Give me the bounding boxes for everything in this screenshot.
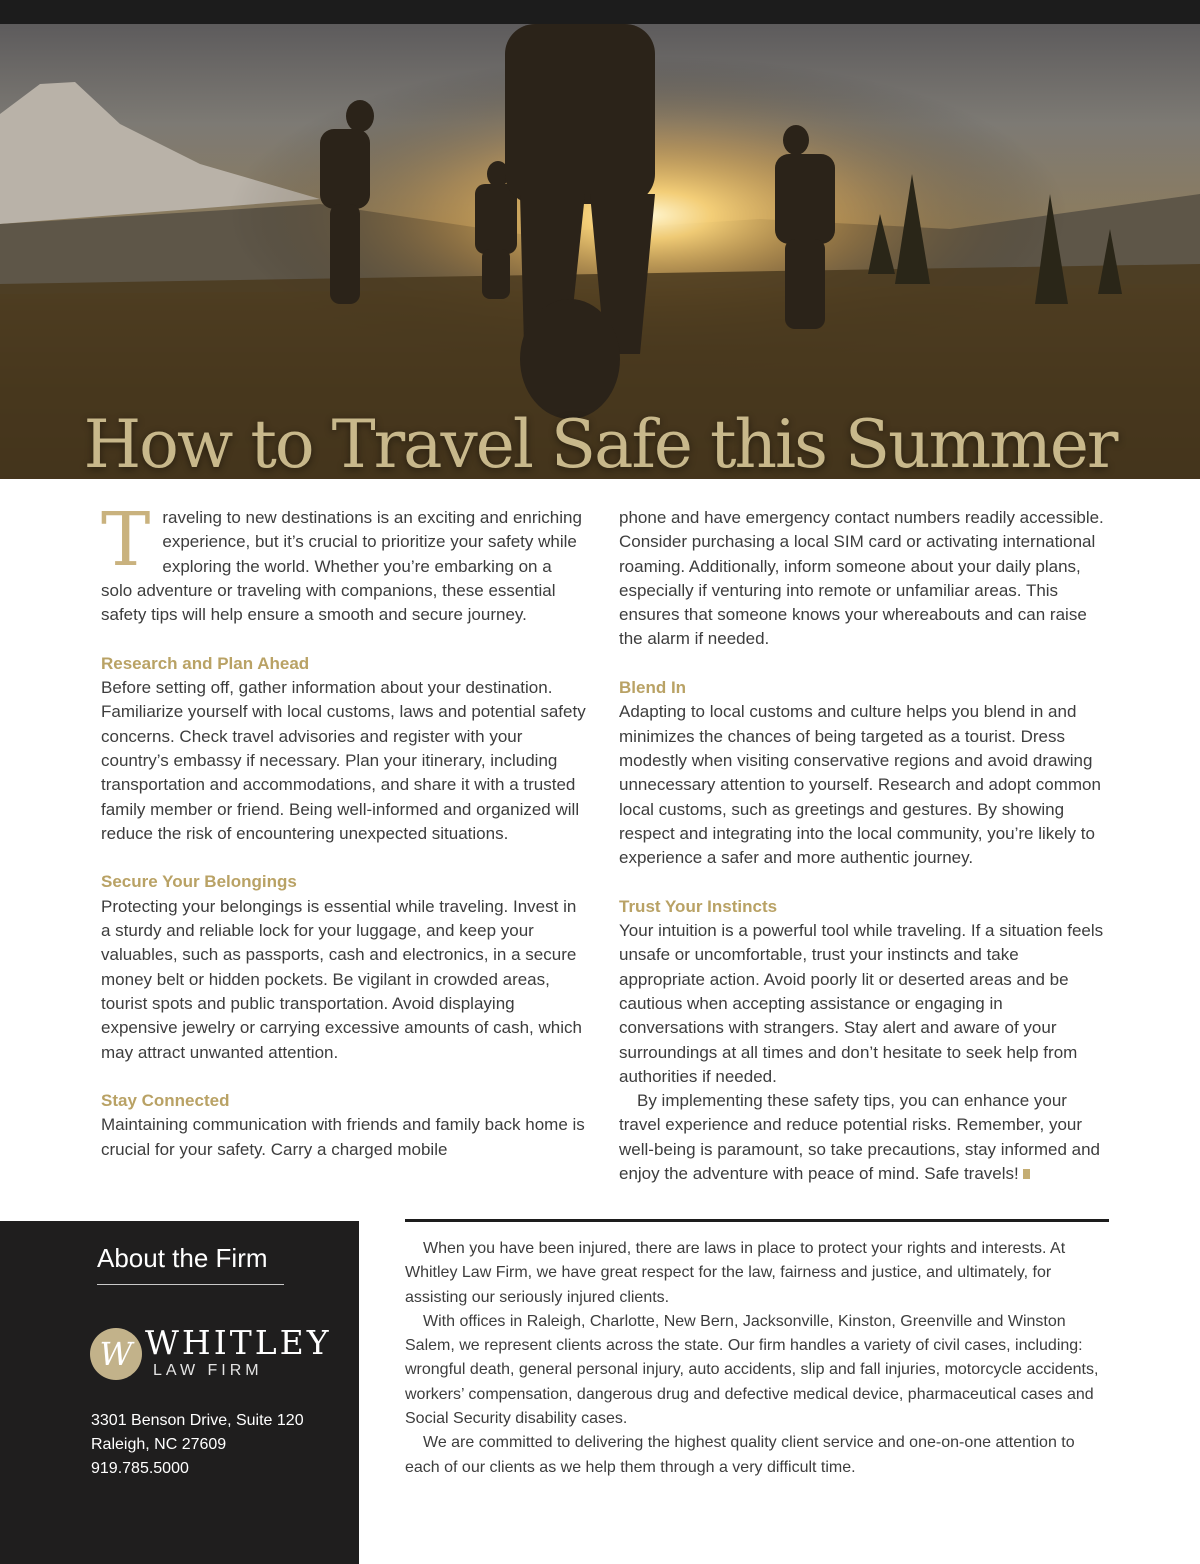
firm-paragraph-2: With offices in Raleigh, Charlotte, New Bern, Jacksonville, Kinston, Greenville and Winston Salem, we represent clients across the state. Our firm handles a variety of civil cases, including: wrongful death, general personal injury, auto accidents, slip and fall injuries, motorcycle accidents, workers’ compensation, dangerous drug and defective medical device, pharmaceutical cases and Social Security disability cases. (405, 1312, 1099, 1428)
body-belongings: Protecting your belongings is essential while traveling. Invest in a sturdy and reliable lock for your luggage, and keep your valuables, such as passports, cash and electronics, in a secure money belt or hidden pockets. Be vigilant in crowded areas, tourist spots and public transportation. Avoid displaying expensive jewelry or carrying excessive amounts of cash, which may attract unwanted attention. (101, 896, 582, 1062)
heading-instincts: Trust Your Instincts (619, 896, 778, 916)
intro-text: raveling to new destinations is an exciting and enriching experience, but it’s crucial to prioritize your safety while exploring the world. Whether you’re embarking on a solo adventure or traveling with companions, these essential safety tips will help ensure a smooth and secure journey. (101, 508, 582, 625)
article-column-left (101, 497, 587, 1162)
firm-address (91, 1409, 304, 1481)
body-blend-in: Adapting to local customs and culture helps you blend in and minimizes the chances of being targeted as a tourist. Dress modestly when visiting conservative regions and avoid drawing unnecessary attention to yourself. Research and adopt common local customs, such as greetings and gestures. By showing respect and integrating into the local community, you’re likely to experience a safer and more authentic journey. (619, 702, 1101, 868)
logo-name: WHITLEY (145, 1323, 332, 1362)
heading-blend-in: Blend In (619, 678, 687, 698)
article-column-right (619, 506, 1105, 1186)
heading-research: Research and Plan Ahead (101, 653, 310, 673)
end-mark-icon (1023, 1169, 1030, 1179)
body-instincts: Your intuition is a powerful tool while traveling. If a situation feels unsafe or uncomfortable, trust your instincts and take appropriate action. Avoid poorly lit or deserted areas and be cautious when accepting assistance or engaging in conversations with strangers. Stay alert and aware of your surroundings at all times and don’t hesitate to seek help from authorities if needed. (619, 921, 1104, 1086)
address-line-2: Raleigh, NC 27609 (91, 1436, 227, 1453)
intro-paragraph (101, 497, 587, 627)
firm-section-divider (405, 1219, 1109, 1222)
firm-paragraph-3: We are committed to delivering the highest quality client service and one-on-one attention to each of our clients as we help them through a very difficult time. (405, 1434, 1075, 1476)
drop-cap: T (101, 497, 151, 583)
logo-subtitle: LAW FIRM (153, 1362, 263, 1379)
top-bar (0, 0, 1200, 24)
heading-belongings: Secure Your Belongings (101, 872, 297, 892)
article-title: How to Travel Safe this Summer (83, 406, 1117, 479)
firm-paragraph-1: When you have been injured, there are laws in place to protect your rights and interests. At Whitley Law Firm, we have great respect for the law, fairness and justice, and ultimately, for assisting our seriously injured clients. (405, 1240, 1066, 1306)
phone-number: 919.785.5000 (91, 1460, 189, 1477)
firm-description (405, 1237, 1110, 1480)
about-divider (97, 1284, 284, 1285)
hero-photo-hikers-sunset (0, 24, 1200, 479)
body-connected-continued: phone and have emergency contact numbers readily accessible. Consider purchasing a local SIM card or activating international roaming. Additionally, inform someone about your daily plans, especially if venturing into remote or unfamiliar areas. This ensures that someone knows your whereabouts and can raise the alarm if needed. (619, 508, 1104, 649)
address-line-1: 3301 Benson Drive, Suite 120 (91, 1412, 304, 1429)
body-research: Before setting off, gather information about your destination. Familiarize yourself with local customs, laws and potential safety concerns. Check travel advisories and register with your country’s embassy if necessary. Plan your itinerary, including transportation and accommodations, and share it with a trusted family member or friend. Being well-informed and organized will reduce the risk of encountering unexpected situations. (101, 678, 586, 843)
heading-connected: Stay Connected (101, 1091, 230, 1111)
body-connected: Maintaining communication with friends and family back home is crucial for your safety. Carry a charged mobile (101, 1115, 585, 1159)
logo-monogram-icon: W (90, 1328, 142, 1380)
about-firm-sidebar (0, 1221, 359, 1564)
conclusion-paragraph (619, 1089, 1105, 1186)
whitley-logo (90, 1324, 330, 1384)
conclusion-text: By implementing these safety tips, you can enhance your travel experience and reduce potential risks. Remember, your well-being is paramount, so take precautions, stay informed and enjoy the adventure with peace of mind. Safe travels! (619, 1091, 1100, 1184)
about-title: About the Firm (97, 1243, 268, 1273)
